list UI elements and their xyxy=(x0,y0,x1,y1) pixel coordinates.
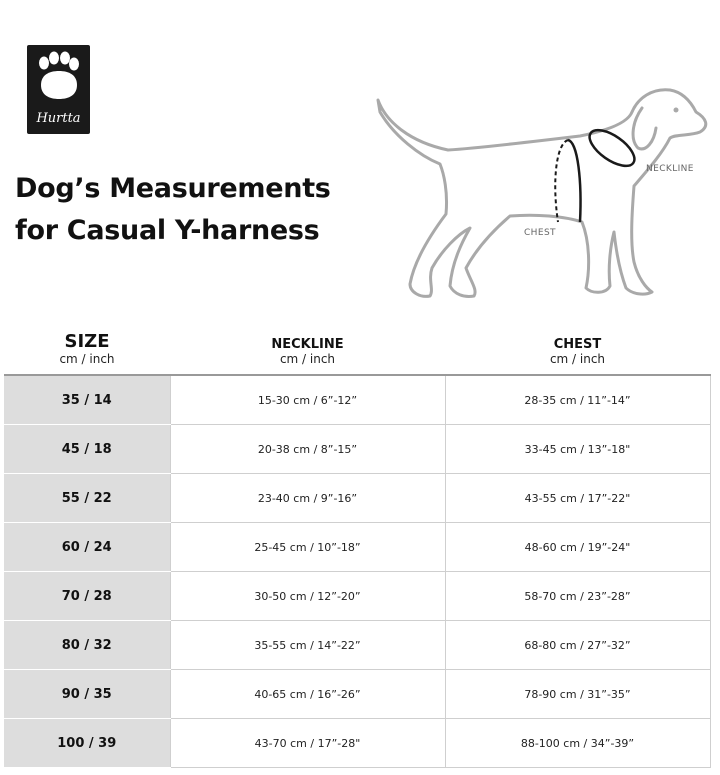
chest-cell: 28-35 cm / 11”-14” xyxy=(445,375,710,425)
size-cell: 45 / 18 xyxy=(4,425,170,474)
neckline-header-unit: cm / inch xyxy=(279,352,336,366)
chest-header-unit: cm / inch xyxy=(549,352,606,366)
chest-cell: 78-90 cm / 31”-35” xyxy=(445,670,710,719)
neckline-cell: 15-30 cm / 6”-12” xyxy=(170,375,445,425)
table-header-row xyxy=(4,318,710,375)
chest-cell: 48-60 cm / 19”-24" xyxy=(445,523,710,572)
size-cell: 60 / 24 xyxy=(4,523,170,572)
dog-outline-icon xyxy=(370,82,715,304)
chest-cell: 33-45 cm / 13”-18" xyxy=(445,425,710,474)
neckline-cell: 43-70 cm / 17”-28" xyxy=(170,719,445,768)
neckline-cell: 25-45 cm / 10”-18” xyxy=(170,523,445,572)
title-line-1: Dog’s Measurements xyxy=(15,173,331,204)
neckline-cell: 20-38 cm / 8”-15” xyxy=(170,425,445,474)
size-cell: 35 / 14 xyxy=(4,375,170,425)
neckline-label: NECKLINE xyxy=(646,164,694,174)
neckline-cell: 30-50 cm / 12”-20” xyxy=(170,572,445,621)
size-header-label: SIZE xyxy=(64,331,110,352)
neckline-cell: 35-55 cm / 14”-22” xyxy=(170,621,445,670)
table-row xyxy=(4,572,710,621)
size-table xyxy=(4,318,711,768)
size-header-unit: cm / inch xyxy=(59,352,115,366)
neckline-header xyxy=(170,318,445,375)
chest-cell: 88-100 cm / 34”-39” xyxy=(445,719,710,768)
page-title xyxy=(15,168,331,252)
table-row xyxy=(4,670,710,719)
title-line-2: for Casual Y-harness xyxy=(15,215,320,246)
size-header xyxy=(4,318,170,375)
chest-header-label: CHEST xyxy=(553,337,602,352)
table-row xyxy=(4,621,710,670)
chest-header xyxy=(445,318,710,375)
size-cell: 70 / 28 xyxy=(4,572,170,621)
neckline-cell: 23-40 cm / 9”-16” xyxy=(170,474,445,523)
table-row xyxy=(4,523,710,572)
table-row xyxy=(4,425,710,474)
size-cell: 55 / 22 xyxy=(4,474,170,523)
neckline-header-label: NECKLINE xyxy=(271,337,344,352)
table-row xyxy=(4,719,710,768)
neckline-cell: 40-65 cm / 16”-26” xyxy=(170,670,445,719)
size-cell: 100 / 39 xyxy=(4,719,170,768)
chest-cell: 43-55 cm / 17”-22" xyxy=(445,474,710,523)
size-cell: 90 / 35 xyxy=(4,670,170,719)
chest-cell: 68-80 cm / 27”-32” xyxy=(445,621,710,670)
chest-label: CHEST xyxy=(524,228,556,238)
chest-cell: 58-70 cm / 23”-28” xyxy=(445,572,710,621)
hurtta-logo xyxy=(27,45,90,134)
logo-text: Hurtta xyxy=(36,111,81,126)
size-cell: 80 / 32 xyxy=(4,621,170,670)
table-row xyxy=(4,375,710,425)
paw-icon xyxy=(27,45,90,105)
table-row xyxy=(4,474,710,523)
